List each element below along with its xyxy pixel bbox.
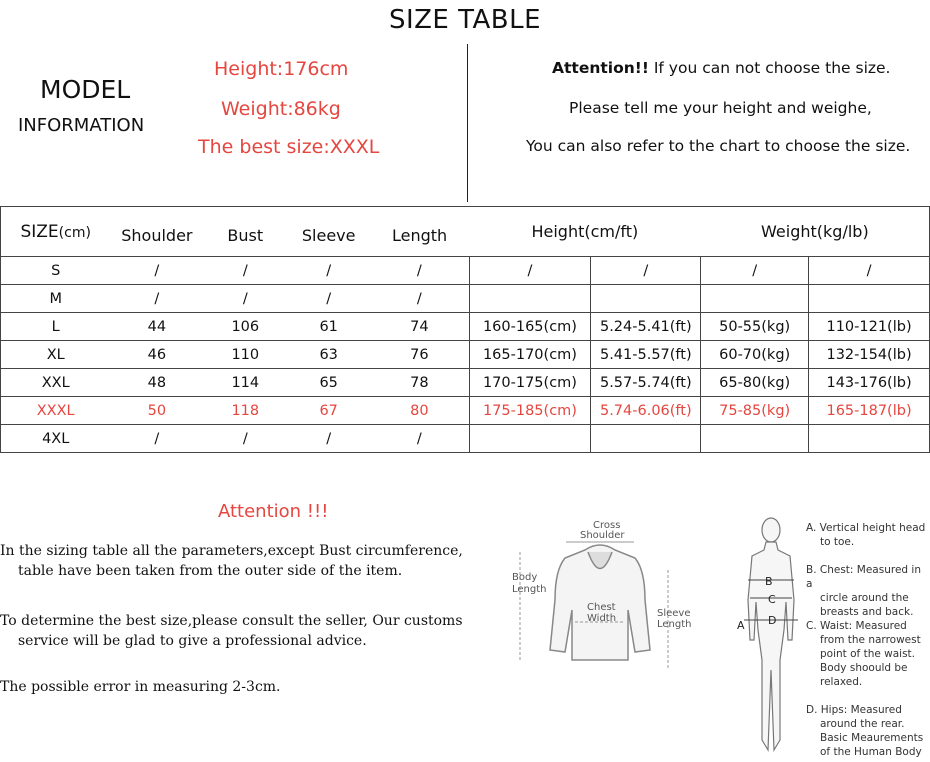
- cell-bust: /: [203, 425, 287, 453]
- attention-bold: Attention!!: [552, 59, 649, 77]
- cell-length: 80: [370, 397, 469, 425]
- paragraph-2-line-1: To determine the best size,please consult the seller, Our customs: [0, 613, 463, 629]
- cell-h_ft: [591, 285, 701, 313]
- page-title: SIZE TABLE: [388, 5, 542, 35]
- cell-length: /: [370, 425, 469, 453]
- table-row: [1, 313, 930, 341]
- header-size: SIZE(cm): [1, 207, 111, 257]
- label-body: Body: [512, 572, 538, 583]
- cell-size: 4XL: [1, 425, 111, 453]
- cell-h_cm: /: [469, 257, 591, 285]
- body-measurement-diagram: [720, 510, 810, 760]
- cell-h_cm: 175-185(cm): [469, 397, 591, 425]
- model-weight: Weight:86kg: [221, 98, 341, 120]
- header-height: Height(cm/ft): [469, 207, 701, 257]
- body-label-c: C: [768, 593, 776, 606]
- cell-w_lb: /: [809, 257, 930, 285]
- cell-w_kg: [701, 285, 809, 313]
- cell-sleeve: 61: [287, 313, 370, 341]
- cell-shoulder: /: [110, 285, 203, 313]
- table-row: [1, 397, 930, 425]
- cell-shoulder: 44: [110, 313, 203, 341]
- cell-w_lb: [809, 285, 930, 313]
- paragraph-1-line-2: table have been taken from the outer side of the item.: [18, 563, 403, 579]
- table-row: [1, 341, 930, 369]
- cell-w_lb: [809, 425, 930, 453]
- header-shoulder: Shoulder: [110, 207, 203, 257]
- cell-w_lb: 132-154(lb): [809, 341, 930, 369]
- label-body-length: Length: [512, 584, 547, 595]
- cell-h_ft: 5.74-6.06(ft): [591, 397, 701, 425]
- cell-length: /: [370, 285, 469, 313]
- cell-h_ft: 5.57-5.74(ft): [591, 369, 701, 397]
- cell-bust: 110: [203, 341, 287, 369]
- cell-bust: 118: [203, 397, 287, 425]
- table-row: [1, 257, 930, 285]
- cell-w_kg: 75-85(kg): [701, 397, 809, 425]
- cell-sleeve: 67: [287, 397, 370, 425]
- cell-size: S: [1, 257, 111, 285]
- label-sleeve: Sleeve: [657, 608, 691, 619]
- cell-size: XL: [1, 341, 111, 369]
- body-figure-icon: [748, 518, 794, 750]
- cell-h_cm: 160-165(cm): [469, 313, 591, 341]
- cell-length: /: [370, 257, 469, 285]
- cell-bust: /: [203, 285, 287, 313]
- label-sleeve-length: Length: [657, 619, 692, 630]
- cell-w_lb: 110-121(lb): [809, 313, 930, 341]
- table-row: [1, 285, 930, 313]
- note-c: C. Waist: Measured from the narrowest point of the waist. Body shoould be relaxed.: [806, 620, 921, 688]
- cell-shoulder: /: [110, 425, 203, 453]
- cell-sleeve: 63: [287, 341, 370, 369]
- label-chest: Chest: [587, 602, 616, 613]
- paragraph-1-line-1: In the sizing table all the parameters,except Bust circumference,: [0, 543, 463, 559]
- divider-vertical: [467, 44, 468, 202]
- header-sleeve: Sleeve: [287, 207, 370, 257]
- cell-shoulder: 46: [110, 341, 203, 369]
- paragraph-2-line-2: service will be glad to give a professional advice.: [18, 633, 367, 649]
- cell-w_lb: 165-187(lb): [809, 397, 930, 425]
- cell-w_kg: 65-80(kg): [701, 369, 809, 397]
- table-header-row: [1, 207, 930, 257]
- attention-paragraph-2: [0, 611, 480, 651]
- attention-line-3: You can also refer to the chart to choose the size.: [526, 137, 911, 155]
- cell-length: 74: [370, 313, 469, 341]
- cell-shoulder: 48: [110, 369, 203, 397]
- cell-w_kg: /: [701, 257, 809, 285]
- cell-bust: /: [203, 257, 287, 285]
- cell-h_ft: /: [591, 257, 701, 285]
- cell-sleeve: 65: [287, 369, 370, 397]
- label-cross: Cross: [593, 520, 621, 531]
- attention-line-1: [552, 59, 890, 77]
- cell-size: L: [1, 313, 111, 341]
- cell-shoulder: /: [110, 257, 203, 285]
- header-weight: Weight(kg/lb): [701, 207, 930, 257]
- attention-paragraph-1: [0, 541, 480, 581]
- cell-sleeve: /: [287, 257, 370, 285]
- model-height: Height:176cm: [214, 58, 349, 80]
- cell-w_lb: 143-176(lb): [809, 369, 930, 397]
- model-best-size: The best size:XXXL: [198, 136, 380, 158]
- model-heading: MODEL: [40, 75, 131, 104]
- cell-bust: 106: [203, 313, 287, 341]
- cell-h_ft: 5.41-5.57(ft): [591, 341, 701, 369]
- attention-paragraph-3: The possible error in measuring 2-3cm.: [0, 679, 281, 695]
- cell-size: M: [1, 285, 111, 313]
- header-bust: Bust: [203, 207, 287, 257]
- cell-h_cm: [469, 425, 591, 453]
- attention-bottom-title: Attention !!!: [218, 501, 329, 522]
- note-d: D. Hips: Measured around the rear. Basic Meaurements of the Human Body: [806, 704, 924, 758]
- cell-shoulder: 50: [110, 397, 203, 425]
- attention-line-1-text: If you can not choose the size.: [648, 59, 891, 77]
- label-shoulder: Shoulder: [580, 530, 625, 541]
- label-chest-width: Width: [587, 613, 617, 624]
- note-b: B. Chest: Measured in a circle around the breasts and back.: [806, 564, 921, 618]
- body-label-a: A: [737, 619, 745, 632]
- cell-sleeve: /: [287, 285, 370, 313]
- table-row: [1, 369, 930, 397]
- cell-size: XXL: [1, 369, 111, 397]
- cell-h_cm: 165-170(cm): [469, 341, 591, 369]
- garment-measurement-diagram: [500, 510, 710, 680]
- model-subheading: INFORMATION: [18, 115, 145, 136]
- cell-h_cm: 170-175(cm): [469, 369, 591, 397]
- cell-w_kg: 60-70(kg): [701, 341, 809, 369]
- note-a: A. Vertical height head to toe.: [806, 522, 926, 548]
- cell-sleeve: /: [287, 425, 370, 453]
- cell-h_ft: [591, 425, 701, 453]
- cell-h_cm: [469, 285, 591, 313]
- attention-line-2: Please tell me your height and weighe,: [569, 99, 872, 117]
- size-table: [0, 206, 930, 453]
- cell-size: XXXL: [1, 397, 111, 425]
- cell-h_ft: 5.24-5.41(ft): [591, 313, 701, 341]
- body-label-d: D: [768, 614, 777, 627]
- cell-length: 78: [370, 369, 469, 397]
- cell-w_kg: 50-55(kg): [701, 313, 809, 341]
- cell-w_kg: [701, 425, 809, 453]
- header-length: Length: [370, 207, 469, 257]
- table-row: [1, 425, 930, 453]
- cell-bust: 114: [203, 369, 287, 397]
- cell-length: 76: [370, 341, 469, 369]
- body-label-b: B: [765, 575, 773, 588]
